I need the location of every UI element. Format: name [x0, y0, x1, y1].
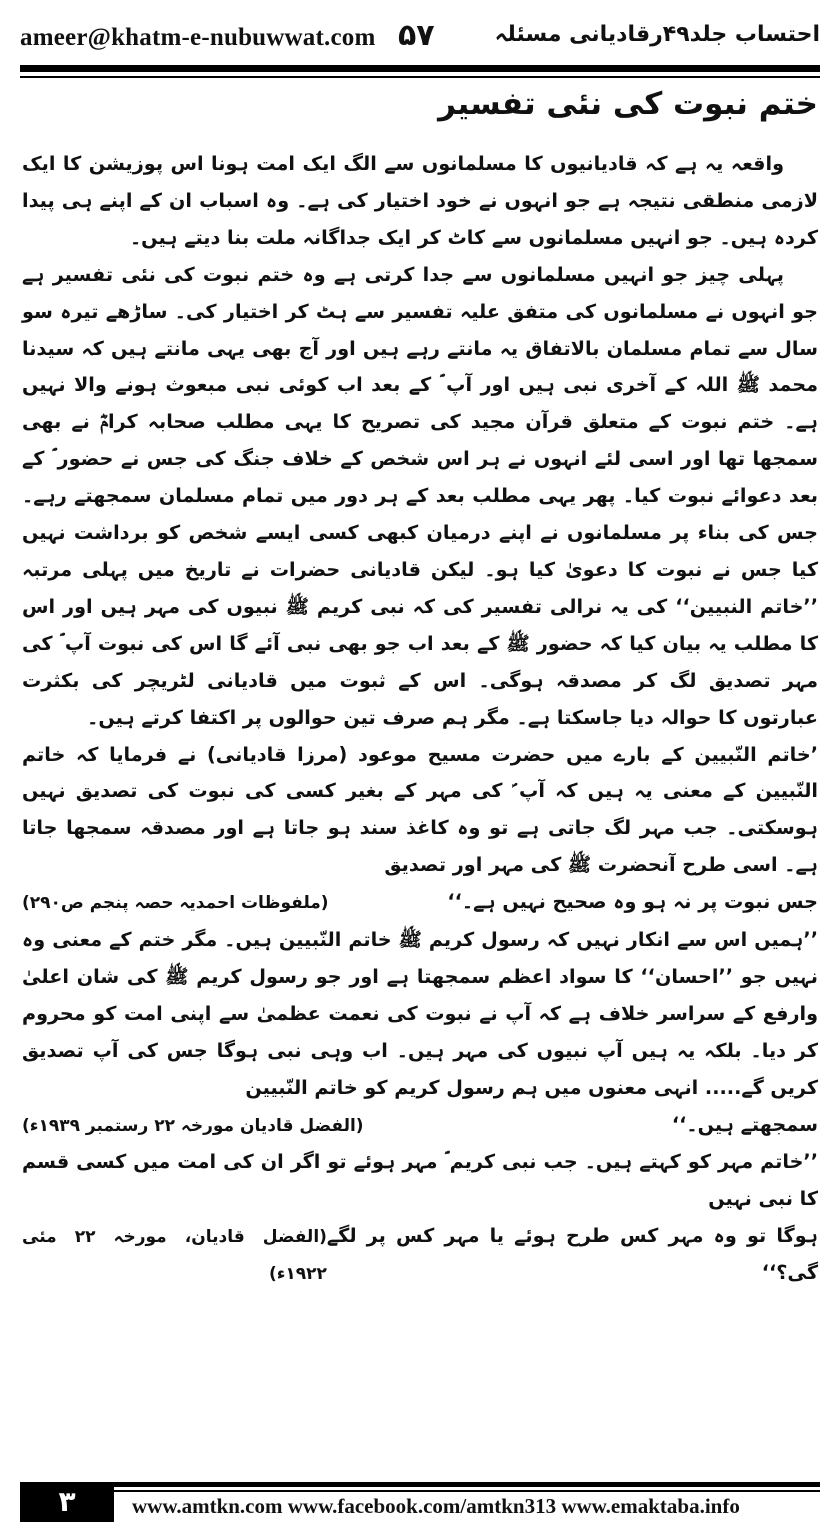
- quote-3-citation: (الفضل قادیان، مورخہ ۲۲ مئی ۱۹۲۲ء): [22, 1227, 327, 1285]
- page-header: [20, 16, 820, 60]
- quote-2-closing: [22, 1107, 818, 1145]
- footer-page-label: ۳: [20, 1482, 114, 1522]
- header-email: ameer@khatm-e-nubuwwat.com: [20, 24, 376, 51]
- header-page-number: ۵۷: [398, 18, 435, 53]
- page-footer: [20, 1482, 820, 1522]
- footer-rule-thin: [114, 1490, 820, 1492]
- header-rule-thick: [20, 65, 820, 72]
- quote-3-text: ’’خاتم مہر کو کہتے ہیں۔ جب نبی کریم ؐ مہر ہوئے تو اگر ان کی امت میں کسی قسم کا نبی نہیں: [22, 1150, 818, 1211]
- header-book-title: احتساب جلد۴۹رقادیانی مسئلہ: [494, 22, 820, 47]
- article-body: [22, 146, 818, 1293]
- quote-1-text: ’خاتم النّبیین کے بارے میں حضرت مسیح موعود (مرزا قادیانی) نے فرمایا کہ خاتم النّبیین کے معنی یہ ہیں کہ آپ ؐ کی مہر کے بغیر کسی کی نبوت کی تصدیق نہیں ہوسکتی۔ جب مہر لگ جاتی ہے تو وہ کاغذ سند ہو جاتا ہے اور مصدقہ سمجھا جاتا ہے۔ اسی طرح آنحضرت ﷺ کی مہر اور تصدیق: [22, 742, 818, 877]
- quote-1-citation: (ملفوظات احمدیہ حصہ پنجم ص۲۹۰): [22, 893, 329, 914]
- footer-links: www.amtkn.com www.facebook.com/amtkn313 www.emaktaba.info: [132, 1494, 740, 1518]
- quote-3-last-line: ہوگا تو وہ مہر کس طرح ہوئے یا مہر کس پر لگے گی؟‘‘: [326, 1224, 818, 1285]
- quote-1-last-line: جس نبوت پر نہ ہو وہ صحیح نہیں ہے۔‘‘: [447, 890, 818, 914]
- section-title: ختم نبوت کی نئی تفسیر: [438, 86, 818, 122]
- paragraph-2: پہلی چیز جو انہیں مسلمانوں سے جدا کرتی ہے وہ ختم نبوت کی نئی تفسیر ہے جو انہوں نے مسلمانوں کی متفق علیہ تفسیر سے ہٹ کر اختیار کی۔ ساڑھے تیرہ سو سال سے تمام مسلمان بالاتفاق یہ مانتے رہے ہیں اور آج بھی یہی مانتے ہیں کہ سیدنا محمد ﷺ اللہ کے آخری نبی ہیں اور آپ ؐ کے بعد اب کوئی نبی مبعوث ہونے والا نہیں ہے۔ ختم نبوت کے متعلق قرآن مجید کی تصریح کا یہی مطلب صحابہ کرامؓ نے بھی سمجھا تھا اور اسی لئے انہوں نے ہر اس شخص کے خلاف جنگ کی جس نے حضور ؐ کے بعد دعوائے نبوت کیا۔ پھر یہی مطلب بعد کے ہر دور میں تمام مسلمان سمجھتے رہے۔ جس کی بناء پر مسلمانوں نے اپنے درمیان کبھی کسی ایسے شخص کو برداشت نہیں کیا جس نے نبوت کا دعویٰ کیا ہو۔ لیکن قادیانی حضرات نے تاریخ میں پہلی مرتبہ ’’خاتم النبیین‘‘ کی یہ نرالی تفسیر کی کہ نبی کریم ﷺ نبیوں کی مہر ہیں اور اس کا مطلب یہ بیان کیا کہ حضور ﷺ کے بعد اب جو بھی نبی آئے گا اس کی نبوت آپ ؐ کی مہر تصدیق لگ کر مصدقہ ہوگی۔ اس کے ثبوت میں قادیانی لٹریچر کی بکثرت عبارتوں کا حوالہ دیا جاسکتا ہے۔ مگر ہم صرف تین حوالوں پر اکتفا کرتے ہیں۔: [22, 262, 818, 729]
- footer-rule-thick: [114, 1482, 820, 1487]
- quote-2-last-line: سمجھتے ہیں۔‘‘: [671, 1112, 818, 1136]
- quote-2-citation: (الفضل قادیان مورخہ ۲۲ رستمبر ۱۹۳۹ء): [22, 1115, 364, 1136]
- quote-3-closing: [22, 1218, 818, 1293]
- paragraph-1: واقعہ یہ ہے کہ قادیانیوں کا مسلمانوں سے الگ ایک امت ہونا اس پوزیشن کا ایک لازمی منطقی نتیجہ ہے جو انہوں نے خود اختیار کی ہے۔ وہ اسباب ان کے اپنے ہی پیدا کردہ ہیں۔ جو انہیں مسلمانوں سے کاٹ کر ایک جداگانہ ملت بنا دیتے ہیں۔: [22, 152, 818, 249]
- header-rule-thin: [20, 76, 820, 78]
- quote-1-closing: [22, 884, 818, 922]
- quote-2-text: ’’ہمیں اس سے انکار نہیں کہ رسول کریم ﷺ خاتم النّبیین ہیں۔ مگر ختم کے معنی وہ نہیں جو ’’احسان‘‘ کا سواد اعظم سمجھتا ہے اور جو رسول کریم ﷺ کی شان اعلیٰ وارفع کے سراسر خلاف ہے کہ آپ نے نبوت کی نعمت عظمیٰ سے اپنی امت کو محروم کر دیا۔ بلکہ یہ ہیں آپ نبیوں کی مہر ہیں۔ اب وہی نبی ہوگا جس کی آپ تصدیق کریں گے..... انہی معنوں میں ہم رسول کریم کو خاتم النّبیین: [22, 928, 818, 1099]
